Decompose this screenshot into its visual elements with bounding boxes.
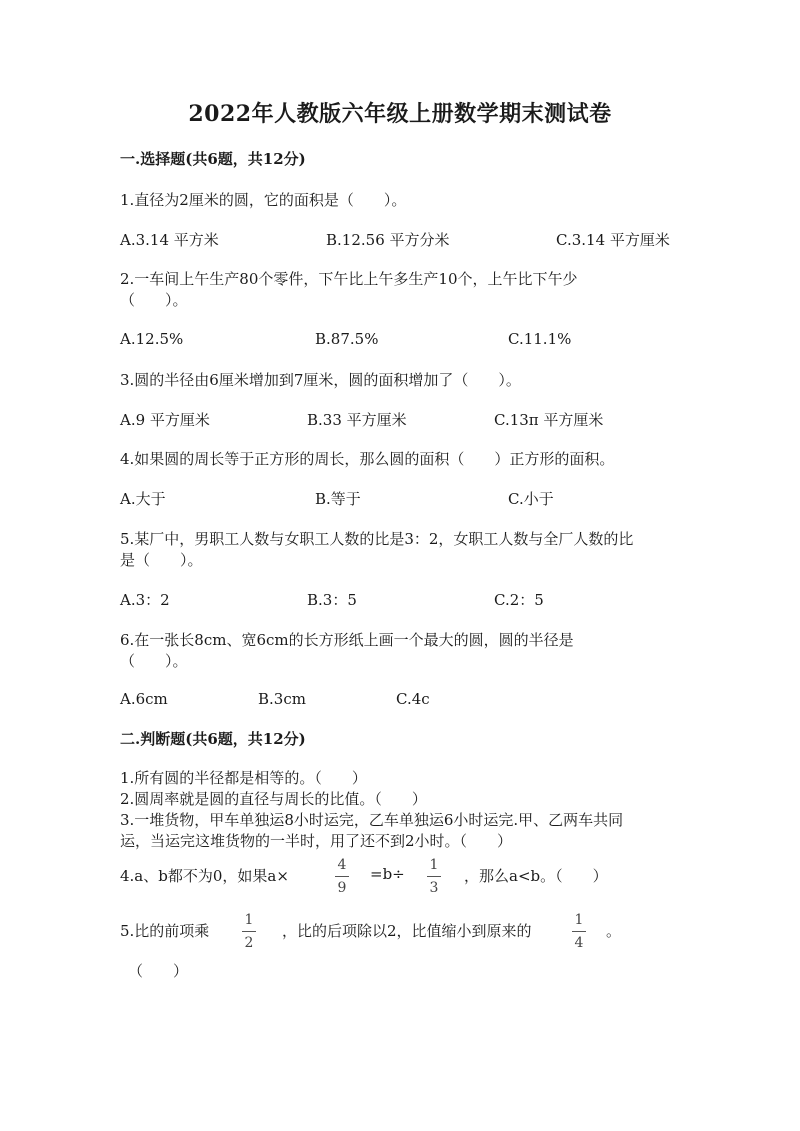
judge-question-4-part2: =b÷ <box>370 865 405 883</box>
question-4: 4.如果圆的周长等于正方形的周长，那么圆的面积（ ）正方形的面积。 <box>120 450 615 468</box>
judge-question-5-part3: 。 <box>606 922 622 940</box>
fraction-four-ninths <box>335 858 349 895</box>
fraction-one-quarter <box>572 913 586 950</box>
judge-question-3-line2: 运，当运完这堆货物的一半时，用了还不到2小时。（ ） <box>120 832 513 850</box>
question-3: 3.圆的半径由6厘米增加到7厘米，圆的面积增加了（ ）。 <box>120 371 521 389</box>
question-2-line1: 2.一车间上午生产80个零件，下午比上午多生产10个，上午比下午少 <box>120 270 578 288</box>
judge-question-2: 2.圆周率就是圆的直径与周长的比值。（ ） <box>120 790 427 808</box>
q6-option-a: A.6cm <box>120 690 168 708</box>
q6-option-c: C.4c <box>396 690 430 708</box>
judge-question-5-part2: ，比的后项除以2，比值缩小到原来的 <box>282 922 532 940</box>
q5-option-c: C.2：5 <box>494 591 544 609</box>
question-5-line2: 是（ ）。 <box>120 551 203 569</box>
q6-option-b: B.3cm <box>258 690 306 708</box>
judge-question-5-part1: 5.比的前项乘 <box>120 922 210 940</box>
q3-option-c: C.13π 平方厘米 <box>494 411 604 429</box>
fraction-denominator: 9 <box>337 880 347 896</box>
fraction-one-third <box>427 858 441 895</box>
question-6-line2: （ ）。 <box>120 652 188 670</box>
q4-option-b: B.等于 <box>315 490 361 508</box>
q4-option-c: C.小于 <box>508 490 554 508</box>
fraction-bar <box>427 876 441 877</box>
q1-option-c: C.3.14 平方厘米 <box>556 231 670 249</box>
judge-question-4-part3: ，那么a<b。（ ） <box>464 867 608 885</box>
judge-question-5-line2: （ ） <box>128 962 189 980</box>
question-1: 1.直径为2厘米的圆，它的面积是（ ）。 <box>120 191 407 209</box>
fraction-numerator: 1 <box>429 857 439 873</box>
fraction-numerator: 1 <box>244 912 254 928</box>
question-6-line1: 6.在一张长8cm、宽6cm的长方形纸上画一个最大的圆，圆的半径是 <box>120 631 574 649</box>
q3-option-b: B.33 平方厘米 <box>307 411 407 429</box>
q2-option-b: B.87.5% <box>315 330 379 348</box>
question-5-line1: 5.某厂中，男职工人数与女职工人数的比是3：2，女职工人数与全厂人数的比 <box>120 530 634 548</box>
fraction-numerator: 4 <box>337 857 347 873</box>
section-heading-judge: 二.判断题(共6题，共12分) <box>120 730 306 748</box>
fraction-denominator: 2 <box>244 935 254 951</box>
fraction-bar <box>572 931 586 932</box>
q2-option-a: A.12.5% <box>120 330 184 348</box>
q5-option-b: B.3：5 <box>307 591 357 609</box>
fraction-bar <box>242 931 256 932</box>
section-heading-choice: 一.选择题(共6题，共12分) <box>120 150 306 168</box>
judge-question-4-part1: 4.a、b都不为0，如果a× <box>120 867 289 885</box>
fraction-one-half <box>242 913 256 950</box>
judge-question-1: 1.所有圆的半径都是相等的。（ ） <box>120 769 367 787</box>
judge-question-3-line1: 3.一堆货物，甲车单独运8小时运完，乙车单独运6小时运完.甲、乙两车共同 <box>120 811 624 829</box>
q5-option-a: A.3：2 <box>120 591 170 609</box>
page-title: 2022年人教版六年级上册数学期末测试卷 <box>188 101 612 127</box>
q1-option-b: B.12.56 平方分米 <box>326 231 450 249</box>
question-2-line2: （ ）。 <box>120 291 188 309</box>
fraction-bar <box>335 876 349 877</box>
q3-option-a: A.9 平方厘米 <box>120 411 210 429</box>
fraction-denominator: 3 <box>429 880 439 896</box>
q2-option-c: C.11.1% <box>508 330 572 348</box>
q1-option-a: A.3.14 平方米 <box>120 231 219 249</box>
q4-option-a: A.大于 <box>120 490 166 508</box>
fraction-numerator: 1 <box>574 912 584 928</box>
fraction-denominator: 4 <box>574 935 584 951</box>
